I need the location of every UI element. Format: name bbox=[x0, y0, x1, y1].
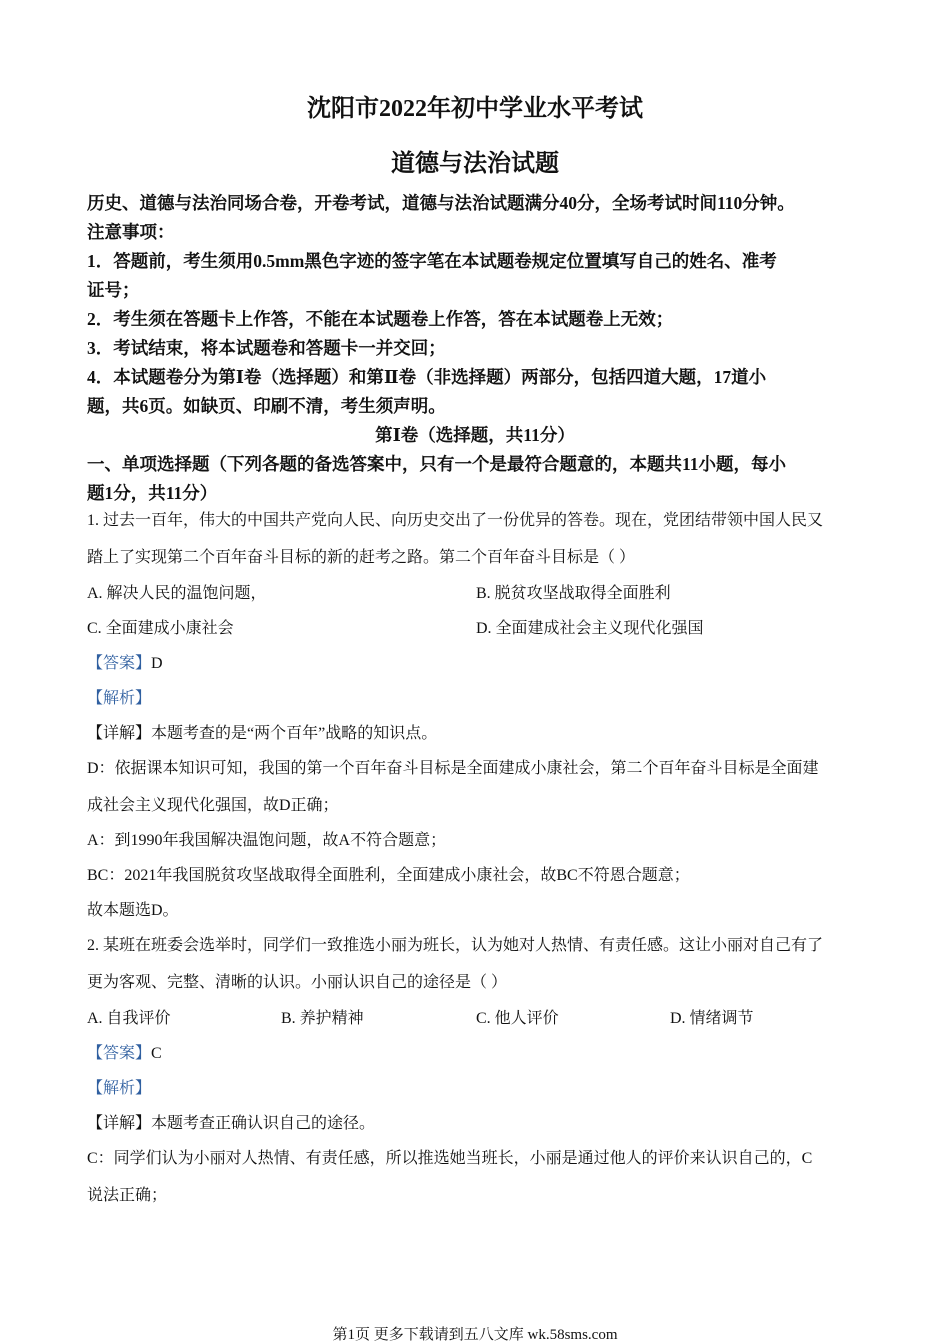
q2-explanation-line2: 说法正确； bbox=[87, 1187, 168, 1204]
notice-label: 注意事项： bbox=[87, 222, 175, 242]
q2-option-c: C. 他人评价 bbox=[476, 1010, 559, 1027]
q2-option-b: B. 养护精神 bbox=[281, 1010, 364, 1027]
q2-stem-line2: 更为客观、完整、清晰的认识。小丽认识自己的途径是（ ） bbox=[87, 974, 508, 991]
q2-analysis-label: 【解析】 bbox=[87, 1080, 152, 1097]
q2-option-a: A. 自我评价 bbox=[87, 1010, 171, 1027]
q1-stem-line2: 踏上了实现第二个百年奋斗目标的新的赶考之路。第二个百年奋斗目标是（ ） bbox=[87, 549, 636, 566]
q1-detail bbox=[87, 723, 877, 745]
q2-detail-text: 本题考查正确认识自己的途径。 bbox=[151, 1115, 376, 1132]
section-heading-line1: 一、单项选择题（下列各题的备选答案中，只有一个是最符合题意的，本题共11小题，每小 bbox=[87, 454, 787, 474]
q1-option-d: D. 全面建成社会主义现代化强国 bbox=[476, 620, 704, 637]
q1-explanation-line2: 成社会主义现代化强国，故D正确； bbox=[87, 797, 339, 814]
notice-item-1-line2: 证号； bbox=[87, 280, 140, 300]
notice-item-2: 2．考生须在答题卡上作答，不能在本试题卷上作答，答在本试题卷上无效； bbox=[87, 309, 674, 329]
q1-explanation-line4: BC：2021年我国脱贫攻坚战取得全面胜利，全面建成小康社会，故BC不符恩合题意； bbox=[87, 867, 690, 884]
q1-stem-line1: 1. 过去一百年，伟大的中国共产党向人民、向历史交出了一份优异的答卷。现在，党团结带领中国人民又 bbox=[87, 512, 824, 529]
notice-item-4-line1: 4．本试题卷分为第Ⅰ卷（选择题）和第Ⅱ卷（非选择题）两部分，包括四道大题，17道小 bbox=[87, 367, 767, 387]
q1-answer-label: 【答案】 bbox=[87, 655, 152, 672]
q1-detail-label: 【详解】 bbox=[87, 725, 152, 742]
q1-option-a: A. 解决人民的温饱问题， bbox=[87, 585, 267, 602]
q1-option-c: C. 全面建成小康社会 bbox=[87, 620, 234, 637]
exam-title: 沈阳市2022年初中学业水平考试 bbox=[307, 96, 643, 122]
q1-answer bbox=[87, 653, 877, 675]
q2-stem-line1: 2. 某班在班委会选举时，同学们一致推选小丽为班长，认为她对人热情、有责任感。这让小丽对自己有了 bbox=[87, 937, 824, 954]
exam-subtitle: 道德与法治试题 bbox=[391, 151, 559, 177]
q2-answer bbox=[87, 1043, 877, 1065]
q1-explanation-line1: D：依据课本知识可知，我国的第一个百年奋斗目标是全面建成小康社会，第二个百年奋斗目标是全面建 bbox=[87, 760, 819, 777]
q2-detail-label: 【详解】 bbox=[87, 1115, 152, 1132]
notice-item-4-line2: 题，共6页。如缺页、印刷不清，考生须声明。 bbox=[87, 396, 446, 416]
q1-detail-text: 本题考查的是“两个百年”战略的知识点。 bbox=[151, 725, 438, 742]
notice-item-3: 3．考试结束，将本试题卷和答题卡一并交回； bbox=[87, 338, 446, 358]
page-footer: 第1页 更多下载请到五八文库 wk.58sms.com bbox=[332, 1327, 618, 1343]
part-title: 第Ⅰ卷（选择题，共11分） bbox=[375, 425, 575, 445]
q1-option-b: B. 脱贫攻坚战取得全面胜利 bbox=[476, 585, 671, 602]
q2-answer-value: C bbox=[151, 1045, 162, 1062]
q2-explanation-line1: C：同学们认为小丽对人热情、有责任感，所以推选她当班长，小丽是通过他人的评价来认识自己的，C bbox=[87, 1150, 813, 1167]
q1-analysis-label: 【解析】 bbox=[87, 690, 152, 707]
q2-detail bbox=[87, 1113, 877, 1135]
q1-explanation-line3: A：到1990年我国解决温饱问题，故A不符合题意； bbox=[87, 832, 447, 849]
q1-explanation-line5: 故本题选D。 bbox=[87, 902, 179, 919]
exam-intro: 历史、道德与法治同场合卷，开卷考试，道德与法治试题满分40分，全场考试时间110分钟。 bbox=[87, 193, 795, 213]
q2-option-d: D. 情绪调节 bbox=[670, 1010, 754, 1027]
q2-answer-label: 【答案】 bbox=[87, 1045, 152, 1062]
notice-item-1-line1: 1．答题前，考生须用0.5mm黑色字迹的签字笔在本试题卷规定位置填写自己的姓名、准考 bbox=[87, 251, 777, 271]
q1-answer-value: D bbox=[151, 655, 163, 672]
section-heading-line2: 题1分，共11分） bbox=[87, 483, 218, 503]
